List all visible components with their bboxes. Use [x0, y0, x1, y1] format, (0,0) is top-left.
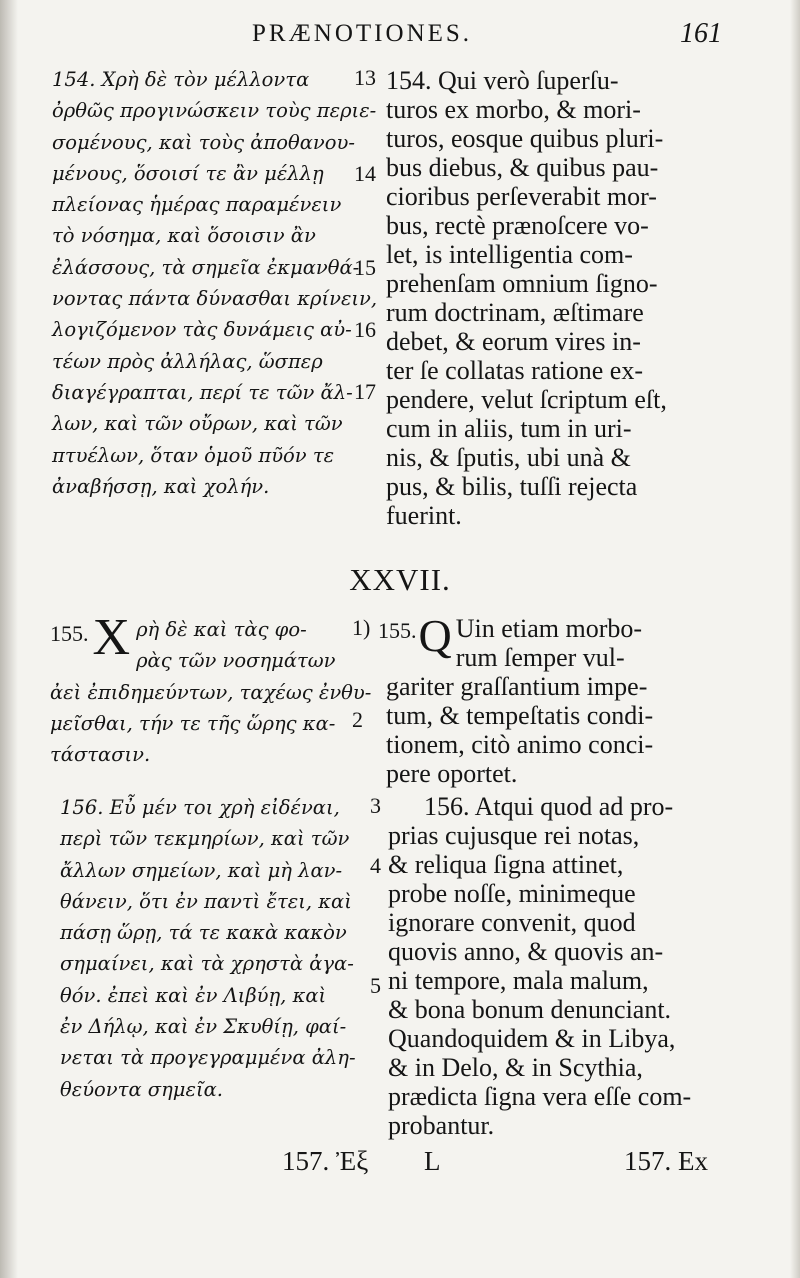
- greek-line: ἐν Δήλῳ, καὶ ἐν Σκυθίῃ, φαί-: [60, 1015, 347, 1039]
- latin-line: & reliqua ſigna attinet,: [388, 850, 624, 879]
- greek-line: νοντας πάντα δύνασθαι κρίνειν,: [52, 287, 378, 311]
- greek-line: ρὴ δὲ καὶ τὰς φο-: [136, 618, 307, 641]
- latin-line: Quandoquidem & in Libya,: [388, 1024, 676, 1053]
- margin-number: 17: [354, 379, 376, 404]
- greek-line: σομένους, καὶ τοὺς ἀποθανου-: [52, 130, 355, 154]
- margin-number: 3: [370, 793, 381, 818]
- margin-number: 4: [370, 853, 381, 878]
- margin-number: 13: [354, 65, 376, 90]
- section-156-greek: [60, 792, 356, 1105]
- section-154-latin: [386, 66, 667, 530]
- latin-line: let, is intelligentia com-: [386, 240, 633, 269]
- greek-line: ὀρθῶς προγινώσκειν τοὺς περιε-: [52, 99, 377, 123]
- latin-line: 154. Qui verò ſuperſu-: [386, 66, 619, 95]
- chapter-heading: XXVII.: [349, 562, 451, 597]
- page-number: 161: [680, 18, 722, 49]
- latin-line: prædicta ſigna vera eſſe com-: [388, 1082, 692, 1111]
- latin-line: prias cujusque rei notas,: [388, 821, 640, 850]
- latin-line: 156. Atqui quod ad pro-: [424, 792, 674, 821]
- latin-line: rum doctrinam, æſtimare: [386, 298, 644, 327]
- latin-line: tum, & tempeſtatis condi-: [386, 701, 654, 730]
- latin-line: quovis anno, & quovis an-: [388, 937, 664, 966]
- margin-number: 15: [354, 255, 376, 280]
- margin-number: 1): [352, 615, 371, 640]
- running-title: PRÆNOTIONES.: [252, 20, 473, 47]
- section-number: 155.: [378, 618, 417, 643]
- greek-line: θεύοντα σημεῖα.: [60, 1077, 223, 1101]
- greek-line: ἄλλων σημείων, καὶ μὴ λαν-: [60, 858, 343, 882]
- latin-line: fuerint.: [386, 501, 462, 530]
- page-edge-shadow: [790, 0, 800, 1278]
- latin-line: prehenſam omnium ſigno-: [386, 269, 658, 298]
- section-number: 155.: [50, 621, 89, 646]
- greek-line: ρὰς τῶν νοσημάτων: [136, 649, 336, 673]
- greek-line: ἀναβήσσῃ, καὶ χολήν.: [52, 474, 270, 498]
- latin-line: rum ſemper vul-: [455, 643, 625, 672]
- margin-number: 2: [352, 707, 363, 732]
- greek-line: θάνειν, ὅτι ἐν παντὶ ἔτει, καὶ: [60, 889, 352, 913]
- latin-line: & in Delo, & in Scythia,: [388, 1053, 643, 1082]
- greek-line: ἀεὶ ἐπιδημεύντων, ταχέως ἐνθυ-: [50, 680, 372, 704]
- latin-line: tionem, citò animo conci-: [386, 730, 654, 759]
- greek-line: σημαίνει, καὶ τὰ χρηστὰ ἀγα-: [60, 952, 354, 976]
- page-gutter-shadow: [0, 0, 18, 1278]
- catchword-greek: 157. Ἐξ: [282, 1146, 369, 1176]
- latin-line: turos ex morbo, & mori-: [386, 95, 641, 124]
- latin-line: bus, rectè prænoſcere vo-: [386, 211, 649, 240]
- greek-line: ἐλάσσους, τὰ σημεῖα ἐκμανθά-: [52, 255, 360, 279]
- latin-line: pendere, velut ſcriptum eſt,: [386, 385, 667, 414]
- latin-line: ter ſe collatas ratione ex-: [386, 356, 643, 385]
- latin-line: probantur.: [388, 1111, 495, 1140]
- greek-line: μένους, ὅσοισί τε ἂν μέλλῃ: [52, 161, 324, 185]
- latin-line: probe noſſe, minimeque: [388, 879, 636, 908]
- signature-mark: L: [424, 1146, 441, 1176]
- catchword-latin: 157. Ex: [624, 1146, 708, 1176]
- latin-line: & bona bonum denunciant.: [388, 995, 672, 1024]
- latin-line: ni tempore, mala malum,: [388, 966, 649, 995]
- greek-line: περὶ τῶν τεκμηρίων, καὶ τῶν: [60, 827, 350, 851]
- greek-line: τέων πρὸς ἀλλήλας, ὥσπερ: [52, 349, 323, 373]
- greek-line: τὸ νόσημα, καὶ ὅσοισιν ἂν: [52, 224, 316, 248]
- greek-line: θόν. ἐπεὶ καὶ ἐν Λιβύῃ, καὶ: [60, 983, 327, 1007]
- greek-line: νεται τὰ προγεγραμμένα ἀλη-: [60, 1046, 356, 1070]
- margin-number: 16: [354, 317, 376, 342]
- latin-line: bus diebus, & quibus pau-: [386, 153, 659, 182]
- latin-line: cioribus perſeverabit mor-: [386, 182, 657, 211]
- latin-line: pere oportet.: [386, 759, 518, 788]
- greek-line: διαγέγραπται, περί τε τῶν ἄλ-: [52, 380, 353, 404]
- greek-line: πτυέλων, ὅταν ὁμοῦ πῦόν τε: [52, 443, 335, 467]
- greek-line: 154. Χρὴ δὲ τὸν μέλλοντα: [52, 68, 310, 91]
- latin-line: gariter graſſantium impe-: [386, 672, 648, 701]
- greek-line: μεῖσθαι, τήν τε τῆς ὥρης κα-: [50, 711, 336, 735]
- margin-number: 14: [354, 161, 376, 186]
- latin-line: Uin etiam morbo-: [455, 614, 643, 643]
- latin-line: cum in aliis, tum in uri-: [386, 414, 632, 443]
- greek-line: πάσῃ ὥρῃ, τά τε κακὰ κακὸν: [60, 921, 347, 945]
- greek-line: λων, καὶ τῶν οὔρων, καὶ τῶν: [52, 412, 343, 436]
- margin-number: 5: [370, 973, 381, 998]
- greek-line: 156. Εὖ μέν τοι χρὴ εἰδέναι,: [60, 796, 340, 819]
- latin-line: turos, eosque quibus pluri-: [386, 124, 664, 153]
- greek-line: λογιζόμενον τὰς δυνάμεις αὐ-: [52, 318, 352, 342]
- latin-line: ignorare convenit, quod: [388, 908, 636, 937]
- drop-cap: Χ: [92, 609, 131, 666]
- section-155-greek: [50, 609, 372, 770]
- drop-cap: Q: [418, 610, 452, 661]
- greek-line: πλείονας ἡμέρας παραμένειν: [52, 193, 342, 217]
- greek-line: τάστασιν.: [50, 743, 151, 767]
- latin-line: nis, & ſputis, ubi unà &: [386, 443, 631, 472]
- latin-line: pus, & bilis, tuſſi rejecta: [386, 472, 638, 501]
- running-head: [0, 14, 800, 58]
- section-154-greek: [52, 64, 377, 502]
- section-155-latin: [378, 610, 778, 788]
- section-156-latin: [388, 792, 691, 1140]
- latin-line: debet, & eorum vires in-: [386, 327, 641, 356]
